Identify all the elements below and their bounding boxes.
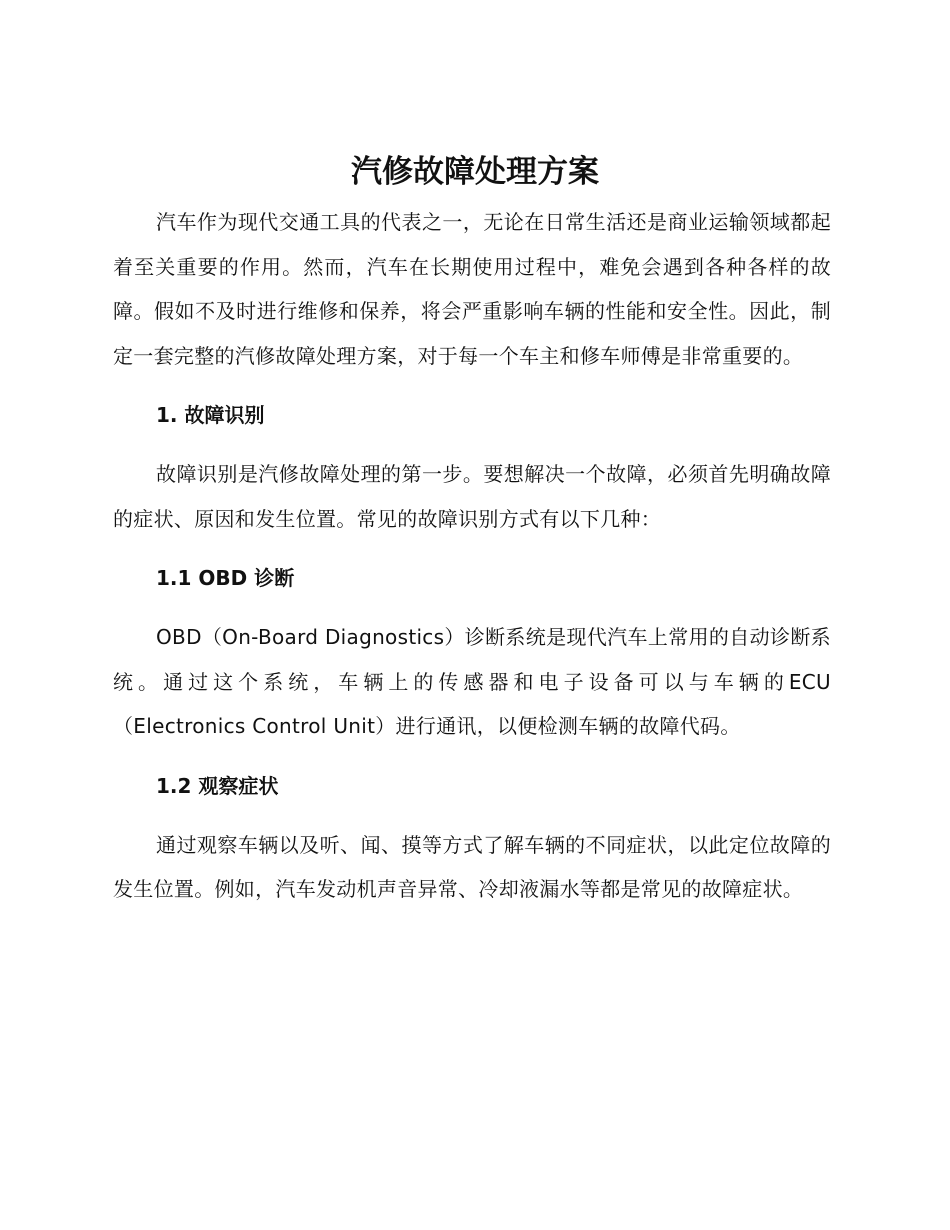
section-heading-observe-symptoms: 1.2 观察症状 [156,773,279,798]
section-paragraph-fault-identification: 故障识别是汽修故障处理的第一步。要想解决一个故障，必须首先明确故障的症状、原因和发生位置。常见的故障识别方式有以下几种： [113,462,831,531]
document-body [113,200,831,912]
document-title: 汽修故障处理方案 [351,154,599,190]
section-paragraph-obd-diagnosis: OBD（On-Board Diagnostics）诊断系统是现代汽车上常用的自动诊断系统。通过这个系统，车辆上的传感器和电子设备可以与车辆的ECU（Electronics Control Unit）进行通讯，以便检测车辆的故障代码。 [113,625,831,738]
section-paragraph-observe-symptoms: 通过观察车辆以及听、闻、摸等方式了解车辆的不同症状，以此定位故障的发生位置。例如，汽车发动机声音异常、冷却液漏水等都是常见的故障症状。 [113,832,831,901]
section-heading-fault-identification: 1. 故障识别 [156,403,265,427]
section-heading-obd-diagnosis: 1.1 OBD 诊断 [156,566,295,590]
intro-paragraph: 汽车作为现代交通工具的代表之一，无论在日常生活还是商业运输领域都起着至关重要的作用。然而，汽车在长期使用过程中，难免会遇到各种各样的故障。假如不及时进行维修和保养，将会严重影响车辆的性能和安全性。因此，制定一套完整的汽修故障处理方案，对于每一个车主和修车师傅是非常重要的。 [113,210,831,368]
